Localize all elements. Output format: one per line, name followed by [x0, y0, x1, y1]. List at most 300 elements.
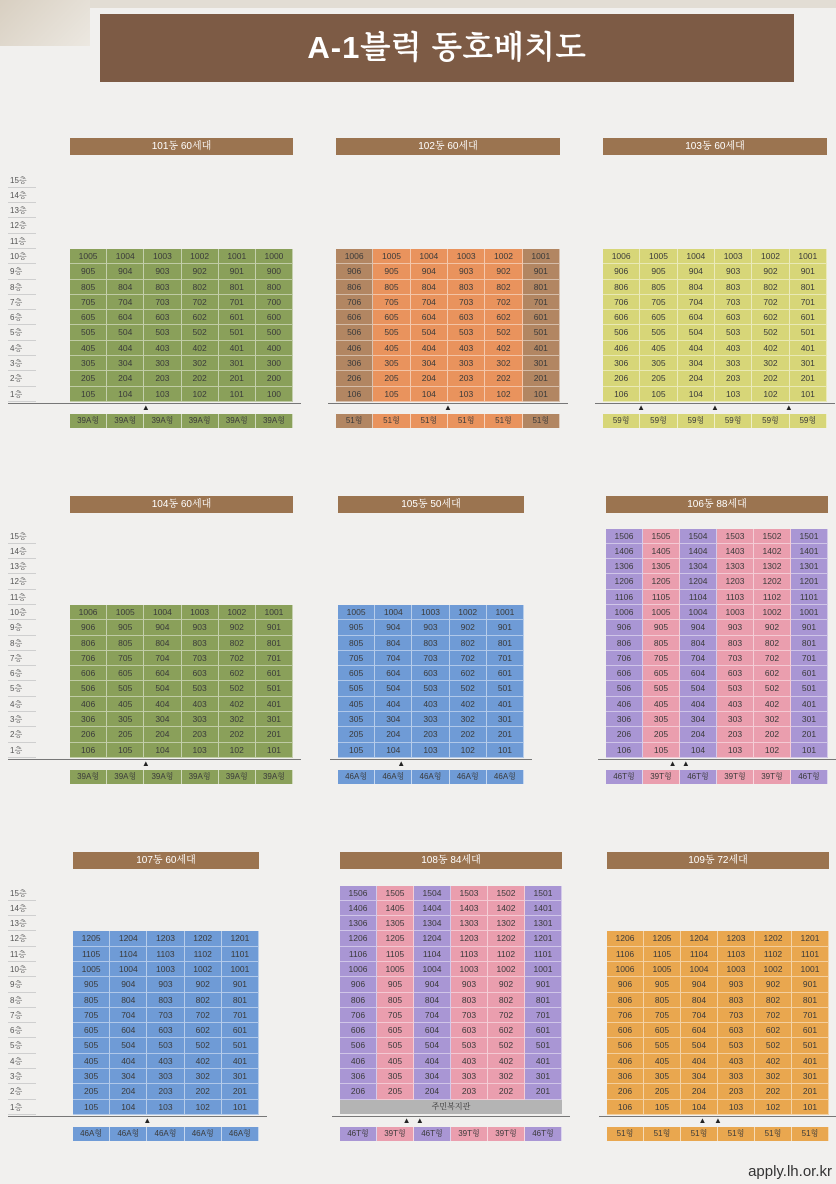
unit-cell[interactable]: 1401: [525, 901, 562, 916]
unit-cell[interactable]: 705: [377, 1008, 414, 1023]
unit-cell[interactable]: 402: [185, 1054, 222, 1069]
unit-cell[interactable]: 901: [790, 264, 827, 279]
unit-cell[interactable]: 205: [643, 727, 680, 742]
unit-cell[interactable]: 906: [70, 620, 107, 635]
unit-cell[interactable]: 1105: [377, 947, 414, 962]
unit-cell[interactable]: 406: [70, 697, 107, 712]
unit-cell[interactable]: 1201: [791, 574, 828, 589]
unit-cell[interactable]: 1006: [336, 249, 373, 264]
unit-cell[interactable]: 903: [147, 977, 184, 992]
unit-cell[interactable]: 1202: [754, 574, 791, 589]
unit-cell[interactable]: 1001: [790, 249, 827, 264]
unit-cell[interactable]: 905: [338, 620, 375, 635]
unit-cell[interactable]: 1305: [643, 559, 680, 574]
unit-cell[interactable]: 102: [450, 743, 487, 758]
unit-cell[interactable]: 804: [144, 636, 181, 651]
unit-cell[interactable]: 901: [792, 977, 829, 992]
unit-cell[interactable]: 201: [790, 371, 827, 386]
unit-cell[interactable]: 702: [754, 651, 791, 666]
unit-cell[interactable]: 702: [219, 651, 256, 666]
unit-cell[interactable]: 1304: [414, 916, 451, 931]
unit-cell[interactable]: 201: [525, 1084, 562, 1099]
unit-cell[interactable]: 501: [792, 1038, 829, 1053]
unit-cell[interactable]: 604: [414, 1023, 451, 1038]
unit-cell[interactable]: 503: [448, 325, 485, 340]
unit-cell[interactable]: 206: [607, 1084, 644, 1099]
unit-cell[interactable]: 905: [640, 264, 677, 279]
unit-cell[interactable]: 505: [70, 325, 107, 340]
unit-cell[interactable]: 505: [643, 681, 680, 696]
unit-cell[interactable]: 703: [412, 651, 449, 666]
unit-cell[interactable]: 203: [412, 727, 449, 742]
unit-cell[interactable]: 101: [523, 387, 560, 402]
unit-cell[interactable]: 403: [144, 341, 181, 356]
unit-cell[interactable]: 704: [144, 651, 181, 666]
unit-cell[interactable]: 703: [147, 1008, 184, 1023]
unit-cell[interactable]: 303: [448, 356, 485, 371]
unit-cell[interactable]: 302: [488, 1069, 525, 1084]
unit-cell[interactable]: 703: [182, 651, 219, 666]
unit-cell[interactable]: 201: [222, 1084, 259, 1099]
unit-cell[interactable]: 401: [487, 697, 524, 712]
unit-cell[interactable]: 1101: [525, 947, 562, 962]
unit-cell[interactable]: 304: [375, 712, 412, 727]
unit-cell[interactable]: 1001: [525, 962, 562, 977]
unit-cell[interactable]: 1504: [680, 529, 717, 544]
unit-cell[interactable]: 602: [488, 1023, 525, 1038]
unit-cell[interactable]: 703: [715, 295, 752, 310]
unit-cell[interactable]: 301: [523, 356, 560, 371]
unit-cell[interactable]: 1201: [222, 931, 259, 946]
unit-cell[interactable]: 104: [144, 743, 181, 758]
unit-cell[interactable]: 401: [523, 341, 560, 356]
unit-cell[interactable]: 506: [336, 325, 373, 340]
unit-cell[interactable]: 1103: [451, 947, 488, 962]
unit-cell[interactable]: 1301: [525, 916, 562, 931]
unit-cell[interactable]: 903: [718, 977, 755, 992]
unit-cell[interactable]: 1004: [411, 249, 448, 264]
unit-cell[interactable]: 103: [448, 387, 485, 402]
unit-cell[interactable]: 705: [338, 651, 375, 666]
unit-cell[interactable]: 903: [448, 264, 485, 279]
unit-cell[interactable]: 1001: [222, 962, 259, 977]
unit-cell[interactable]: 804: [414, 993, 451, 1008]
unit-cell[interactable]: 1005: [338, 605, 375, 620]
unit-cell[interactable]: 704: [110, 1008, 147, 1023]
unit-cell[interactable]: 705: [73, 1008, 110, 1023]
unit-cell[interactable]: 304: [414, 1069, 451, 1084]
unit-cell[interactable]: 103: [717, 743, 754, 758]
unit-cell[interactable]: 1005: [373, 249, 410, 264]
unit-cell[interactable]: 903: [451, 977, 488, 992]
unit-cell[interactable]: 404: [107, 341, 144, 356]
unit-cell[interactable]: 1204: [414, 931, 451, 946]
unit-cell[interactable]: 1205: [644, 931, 681, 946]
unit-cell[interactable]: 1103: [147, 947, 184, 962]
unit-cell[interactable]: 805: [640, 280, 677, 295]
unit-cell[interactable]: 603: [182, 666, 219, 681]
unit-cell[interactable]: 106: [336, 387, 373, 402]
unit-cell[interactable]: 603: [715, 310, 752, 325]
unit-cell[interactable]: 905: [373, 264, 410, 279]
unit-cell[interactable]: 505: [644, 1038, 681, 1053]
unit-cell[interactable]: 805: [107, 636, 144, 651]
unit-cell[interactable]: 502: [754, 681, 791, 696]
unit-cell[interactable]: 1006: [607, 962, 644, 977]
unit-cell[interactable]: 803: [448, 280, 485, 295]
unit-cell[interactable]: 501: [256, 681, 293, 696]
unit-cell[interactable]: 1004: [414, 962, 451, 977]
unit-cell[interactable]: 1003: [451, 962, 488, 977]
unit-cell[interactable]: 101: [792, 1100, 829, 1115]
unit-cell[interactable]: 1003: [412, 605, 449, 620]
unit-cell[interactable]: 1504: [414, 886, 451, 901]
unit-cell[interactable]: 805: [338, 636, 375, 651]
unit-cell[interactable]: 105: [73, 1100, 110, 1115]
unit-cell[interactable]: 304: [411, 356, 448, 371]
unit-cell[interactable]: 606: [603, 310, 640, 325]
unit-cell[interactable]: 103: [715, 387, 752, 402]
unit-cell[interactable]: 1501: [791, 529, 828, 544]
unit-cell[interactable]: 105: [640, 387, 677, 402]
unit-cell[interactable]: 1206: [607, 931, 644, 946]
unit-cell[interactable]: 305: [377, 1069, 414, 1084]
unit-cell[interactable]: 303: [451, 1069, 488, 1084]
unit-cell[interactable]: 704: [375, 651, 412, 666]
unit-cell[interactable]: 304: [680, 712, 717, 727]
unit-cell[interactable]: 603: [717, 666, 754, 681]
unit-cell[interactable]: 906: [340, 977, 377, 992]
unit-cell[interactable]: 800: [256, 280, 293, 295]
unit-cell[interactable]: 405: [107, 697, 144, 712]
unit-cell[interactable]: 1505: [643, 529, 680, 544]
unit-cell[interactable]: 902: [755, 977, 792, 992]
unit-cell[interactable]: 501: [523, 325, 560, 340]
unit-cell[interactable]: 504: [144, 681, 181, 696]
unit-cell[interactable]: 801: [256, 636, 293, 651]
unit-cell[interactable]: 1405: [643, 544, 680, 559]
unit-cell[interactable]: 404: [110, 1054, 147, 1069]
unit-cell[interactable]: 501: [222, 1038, 259, 1053]
unit-cell[interactable]: 503: [715, 325, 752, 340]
unit-cell[interactable]: 506: [70, 681, 107, 696]
unit-cell[interactable]: 104: [110, 1100, 147, 1115]
unit-cell[interactable]: 1202: [185, 931, 222, 946]
unit-cell[interactable]: 1103: [717, 590, 754, 605]
unit-cell[interactable]: 605: [107, 666, 144, 681]
unit-cell[interactable]: 204: [678, 371, 715, 386]
unit-cell[interactable]: 803: [412, 636, 449, 651]
unit-cell[interactable]: 501: [790, 325, 827, 340]
unit-cell[interactable]: 901: [791, 620, 828, 635]
unit-cell[interactable]: 1203: [718, 931, 755, 946]
unit-cell[interactable]: 1503: [717, 529, 754, 544]
unit-cell[interactable]: 906: [606, 620, 643, 635]
unit-cell[interactable]: 302: [450, 712, 487, 727]
unit-cell[interactable]: 703: [448, 295, 485, 310]
unit-cell[interactable]: 201: [791, 727, 828, 742]
unit-cell[interactable]: 1104: [681, 947, 718, 962]
unit-cell[interactable]: 102: [182, 387, 219, 402]
unit-cell[interactable]: 302: [485, 356, 522, 371]
unit-cell[interactable]: 401: [219, 341, 256, 356]
unit-cell[interactable]: 506: [607, 1038, 644, 1053]
unit-cell[interactable]: 901: [219, 264, 256, 279]
unit-cell[interactable]: 1002: [485, 249, 522, 264]
unit-cell[interactable]: 604: [144, 666, 181, 681]
unit-cell[interactable]: 1101: [222, 947, 259, 962]
unit-cell[interactable]: 201: [256, 727, 293, 742]
unit-cell[interactable]: 402: [182, 341, 219, 356]
unit-cell[interactable]: 1403: [717, 544, 754, 559]
unit-cell[interactable]: 104: [678, 387, 715, 402]
unit-cell[interactable]: 306: [606, 712, 643, 727]
unit-cell[interactable]: 604: [678, 310, 715, 325]
unit-cell[interactable]: 1104: [414, 947, 451, 962]
unit-cell[interactable]: 903: [182, 620, 219, 635]
unit-cell[interactable]: 904: [681, 977, 718, 992]
unit-cell[interactable]: 601: [525, 1023, 562, 1038]
unit-cell[interactable]: 405: [338, 697, 375, 712]
unit-cell[interactable]: 401: [525, 1054, 562, 1069]
unit-cell[interactable]: 302: [755, 1069, 792, 1084]
unit-cell[interactable]: 606: [340, 1023, 377, 1038]
unit-cell[interactable]: 1105: [644, 947, 681, 962]
unit-cell[interactable]: 706: [70, 651, 107, 666]
unit-cell[interactable]: 101: [790, 387, 827, 402]
unit-cell[interactable]: 301: [525, 1069, 562, 1084]
unit-cell[interactable]: 505: [107, 681, 144, 696]
unit-cell[interactable]: 904: [375, 620, 412, 635]
unit-cell[interactable]: 604: [411, 310, 448, 325]
unit-cell[interactable]: 1006: [606, 605, 643, 620]
unit-cell[interactable]: 701: [256, 651, 293, 666]
unit-cell[interactable]: 601: [790, 310, 827, 325]
unit-cell[interactable]: 902: [485, 264, 522, 279]
unit-cell[interactable]: 806: [603, 280, 640, 295]
unit-cell[interactable]: 305: [644, 1069, 681, 1084]
unit-cell[interactable]: 505: [373, 325, 410, 340]
unit-cell[interactable]: 204: [680, 727, 717, 742]
unit-cell[interactable]: 604: [107, 310, 144, 325]
unit-cell[interactable]: 904: [678, 264, 715, 279]
unit-cell[interactable]: 701: [791, 651, 828, 666]
unit-cell[interactable]: 904: [411, 264, 448, 279]
unit-cell[interactable]: 700: [256, 295, 293, 310]
unit-cell[interactable]: 401: [791, 697, 828, 712]
unit-cell[interactable]: 202: [488, 1084, 525, 1099]
unit-cell[interactable]: 505: [640, 325, 677, 340]
unit-cell[interactable]: 1004: [107, 249, 144, 264]
unit-cell[interactable]: 502: [450, 681, 487, 696]
unit-cell[interactable]: 101: [487, 743, 524, 758]
unit-cell[interactable]: 706: [603, 295, 640, 310]
unit-cell[interactable]: 504: [110, 1038, 147, 1053]
unit-cell[interactable]: 1104: [110, 947, 147, 962]
unit-cell[interactable]: 803: [144, 280, 181, 295]
unit-cell[interactable]: 304: [110, 1069, 147, 1084]
unit-cell[interactable]: 606: [336, 310, 373, 325]
unit-cell[interactable]: 404: [680, 697, 717, 712]
unit-cell[interactable]: 103: [412, 743, 449, 758]
unit-cell[interactable]: 1006: [603, 249, 640, 264]
unit-cell[interactable]: 1102: [755, 947, 792, 962]
unit-cell[interactable]: 503: [717, 681, 754, 696]
unit-cell[interactable]: 1506: [340, 886, 377, 901]
unit-cell[interactable]: 305: [640, 356, 677, 371]
unit-cell[interactable]: 403: [147, 1054, 184, 1069]
unit-cell[interactable]: 702: [755, 1008, 792, 1023]
unit-cell[interactable]: 1006: [340, 962, 377, 977]
unit-cell[interactable]: 1003: [718, 962, 755, 977]
unit-cell[interactable]: 1005: [643, 605, 680, 620]
unit-cell[interactable]: 202: [219, 727, 256, 742]
unit-cell[interactable]: 801: [525, 993, 562, 1008]
unit-cell[interactable]: 305: [107, 712, 144, 727]
unit-cell[interactable]: 802: [450, 636, 487, 651]
unit-cell[interactable]: 801: [219, 280, 256, 295]
unit-cell[interactable]: 405: [373, 341, 410, 356]
unit-cell[interactable]: 1001: [487, 605, 524, 620]
unit-cell[interactable]: 401: [256, 697, 293, 712]
unit-cell[interactable]: 305: [643, 712, 680, 727]
unit-cell[interactable]: 903: [412, 620, 449, 635]
unit-cell[interactable]: 1104: [680, 590, 717, 605]
unit-cell[interactable]: 101: [791, 743, 828, 758]
unit-cell[interactable]: 501: [525, 1038, 562, 1053]
unit-cell[interactable]: 201: [792, 1084, 829, 1099]
unit-cell[interactable]: 1302: [754, 559, 791, 574]
unit-cell[interactable]: 1001: [256, 605, 293, 620]
unit-cell[interactable]: 203: [718, 1084, 755, 1099]
unit-cell[interactable]: 105: [107, 743, 144, 758]
unit-cell[interactable]: 806: [607, 993, 644, 1008]
unit-cell[interactable]: 1002: [752, 249, 789, 264]
unit-cell[interactable]: 504: [414, 1038, 451, 1053]
unit-cell[interactable]: 203: [451, 1084, 488, 1099]
unit-cell[interactable]: 1306: [606, 559, 643, 574]
unit-cell[interactable]: 504: [681, 1038, 718, 1053]
unit-cell[interactable]: 1002: [488, 962, 525, 977]
unit-cell[interactable]: 1402: [754, 544, 791, 559]
unit-cell[interactable]: 1003: [147, 962, 184, 977]
unit-cell[interactable]: 703: [718, 1008, 755, 1023]
unit-cell[interactable]: 901: [256, 620, 293, 635]
unit-cell[interactable]: 1003: [717, 605, 754, 620]
unit-cell[interactable]: 706: [340, 1008, 377, 1023]
unit-cell[interactable]: 802: [485, 280, 522, 295]
unit-cell[interactable]: 205: [373, 371, 410, 386]
unit-cell[interactable]: 202: [185, 1084, 222, 1099]
unit-cell[interactable]: 605: [73, 1023, 110, 1038]
unit-cell[interactable]: 101: [256, 743, 293, 758]
unit-cell[interactable]: 403: [717, 697, 754, 712]
unit-cell[interactable]: 106: [603, 387, 640, 402]
unit-cell[interactable]: 1402: [488, 901, 525, 916]
unit-cell[interactable]: 504: [107, 325, 144, 340]
unit-cell[interactable]: 602: [485, 310, 522, 325]
unit-cell[interactable]: 806: [336, 280, 373, 295]
unit-cell[interactable]: 601: [219, 310, 256, 325]
unit-cell[interactable]: 1001: [792, 962, 829, 977]
unit-cell[interactable]: 106: [607, 1100, 644, 1115]
unit-cell[interactable]: 104: [375, 743, 412, 758]
unit-cell[interactable]: 1002: [450, 605, 487, 620]
unit-cell[interactable]: 1406: [606, 544, 643, 559]
unit-cell[interactable]: 805: [644, 993, 681, 1008]
unit-cell[interactable]: 401: [790, 341, 827, 356]
unit-cell[interactable]: 1101: [791, 590, 828, 605]
unit-cell[interactable]: 804: [678, 280, 715, 295]
unit-cell[interactable]: 402: [450, 697, 487, 712]
unit-cell[interactable]: 1204: [680, 574, 717, 589]
unit-cell[interactable]: 504: [680, 681, 717, 696]
unit-cell[interactable]: 1003: [715, 249, 752, 264]
unit-cell[interactable]: 1204: [110, 931, 147, 946]
unit-cell[interactable]: 901: [487, 620, 524, 635]
unit-cell[interactable]: 804: [681, 993, 718, 1008]
unit-cell[interactable]: 205: [73, 1084, 110, 1099]
unit-cell[interactable]: 1501: [525, 886, 562, 901]
unit-cell[interactable]: 501: [219, 325, 256, 340]
unit-cell[interactable]: 304: [678, 356, 715, 371]
unit-cell[interactable]: 603: [144, 310, 181, 325]
unit-cell[interactable]: 1102: [488, 947, 525, 962]
unit-cell[interactable]: 106: [606, 743, 643, 758]
unit-cell[interactable]: 501: [487, 681, 524, 696]
unit-cell[interactable]: 202: [755, 1084, 792, 1099]
unit-cell[interactable]: 704: [411, 295, 448, 310]
unit-cell[interactable]: 1303: [451, 916, 488, 931]
unit-cell[interactable]: 806: [70, 636, 107, 651]
unit-cell[interactable]: 601: [256, 666, 293, 681]
unit-cell[interactable]: 903: [717, 620, 754, 635]
unit-cell[interactable]: 302: [752, 356, 789, 371]
unit-cell[interactable]: 406: [603, 341, 640, 356]
unit-cell[interactable]: 605: [644, 1023, 681, 1038]
unit-cell[interactable]: 906: [336, 264, 373, 279]
unit-cell[interactable]: 1001: [523, 249, 560, 264]
unit-cell[interactable]: 905: [643, 620, 680, 635]
unit-cell[interactable]: 802: [754, 636, 791, 651]
unit-cell[interactable]: 405: [643, 697, 680, 712]
unit-cell[interactable]: 202: [450, 727, 487, 742]
unit-cell[interactable]: 405: [73, 1054, 110, 1069]
unit-cell[interactable]: 502: [755, 1038, 792, 1053]
unit-cell[interactable]: 400: [256, 341, 293, 356]
unit-cell[interactable]: 802: [182, 280, 219, 295]
unit-cell[interactable]: 405: [640, 341, 677, 356]
unit-cell[interactable]: 702: [185, 1008, 222, 1023]
unit-cell[interactable]: 703: [717, 651, 754, 666]
unit-cell[interactable]: 403: [448, 341, 485, 356]
unit-cell[interactable]: 300: [256, 356, 293, 371]
unit-cell[interactable]: 803: [718, 993, 755, 1008]
unit-cell[interactable]: 801: [487, 636, 524, 651]
unit-cell[interactable]: 804: [411, 280, 448, 295]
unit-cell[interactable]: 404: [411, 341, 448, 356]
unit-cell[interactable]: 1106: [607, 947, 644, 962]
unit-cell[interactable]: 502: [488, 1038, 525, 1053]
unit-cell[interactable]: 305: [70, 356, 107, 371]
unit-cell[interactable]: 1005: [73, 962, 110, 977]
unit-cell[interactable]: 600: [256, 310, 293, 325]
unit-cell[interactable]: 406: [336, 341, 373, 356]
unit-cell[interactable]: 602: [752, 310, 789, 325]
unit-cell[interactable]: 603: [147, 1023, 184, 1038]
unit-cell[interactable]: 205: [644, 1084, 681, 1099]
unit-cell[interactable]: 1004: [680, 605, 717, 620]
